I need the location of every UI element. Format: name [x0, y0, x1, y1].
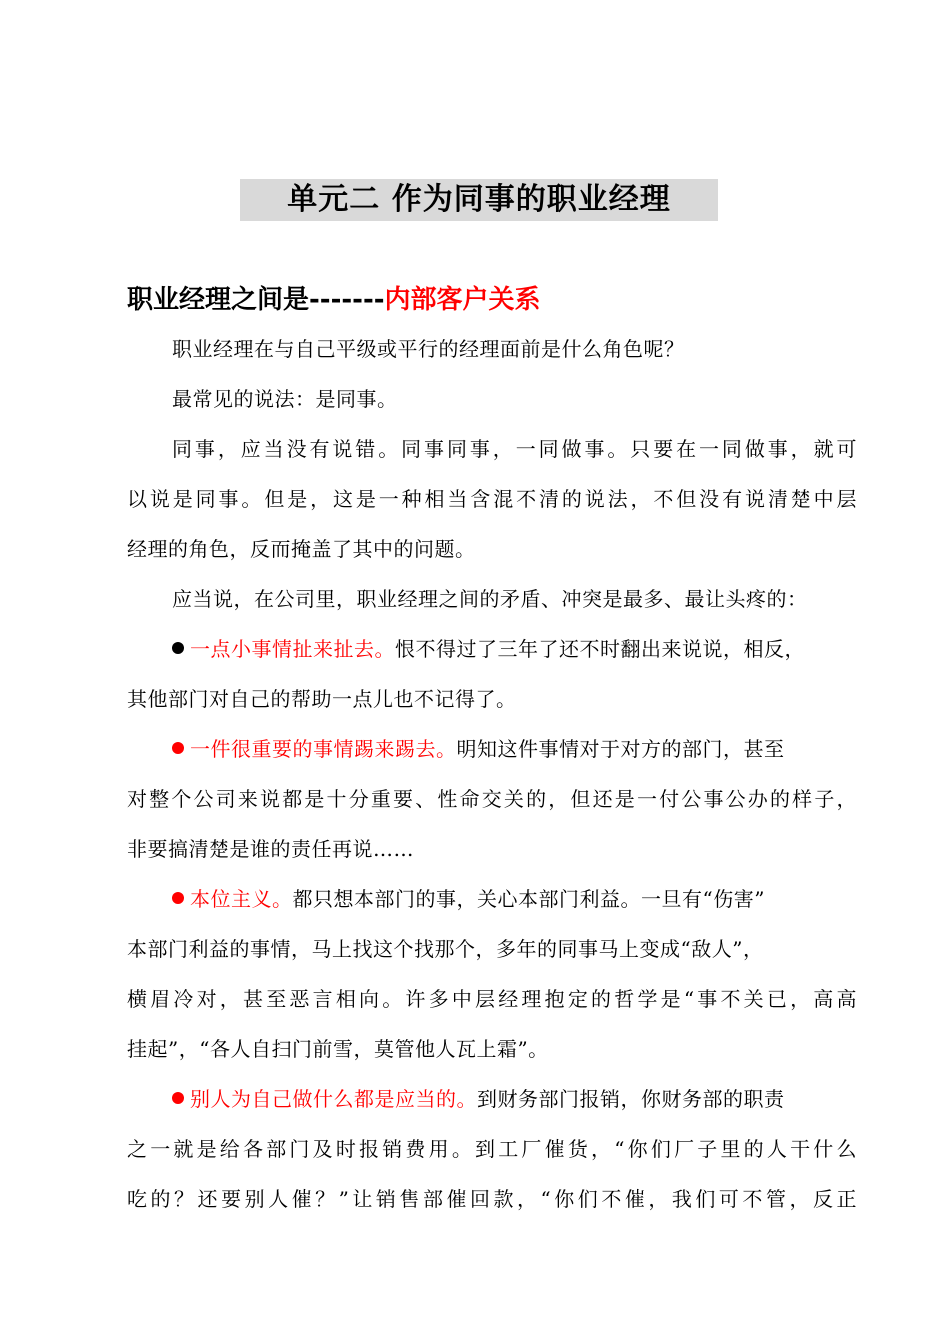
- bullet-item: [172, 634, 857, 664]
- section-heading: [127, 280, 541, 320]
- section-heading-prefix: 职业经理之间是-------: [127, 285, 385, 315]
- bullet-highlight: 别人为自己做什么都是应当的。: [190, 1087, 477, 1111]
- paragraph-line: 横眉冷对，甚至恶言相向。许多中层经理抱定的哲学是“事不关已，高高: [127, 987, 857, 1011]
- paragraph-line: 经理的角色，反而掩盖了其中的问题。: [127, 537, 476, 561]
- paragraph-line: 职业经理在与自己平级或平行的经理面前是什么角色呢？: [172, 337, 685, 361]
- bullet-highlight: 一点小事情扯来扯去。: [190, 637, 395, 661]
- paragraph-line: 非要搞清楚是谁的责任再说……: [127, 837, 414, 861]
- bullet-text: 恨不得过了三年了还不时翻出来说说，相反，: [395, 637, 805, 661]
- bullet-text: 到财务部门报销，你财务部的职责: [477, 1087, 785, 1111]
- bullet-item: [172, 884, 857, 914]
- paragraph-line: 最常见的说法：是同事。: [172, 387, 398, 411]
- unit-title: 单元二 作为同事的职业经理: [240, 179, 718, 221]
- paragraph-line: 本部门利益的事情，马上找这个找那个，多年的同事马上变成“敌人”，: [127, 937, 764, 961]
- bullet-dot-icon: [172, 642, 184, 654]
- paragraph-line: 同事，应当没有说错。同事同事，一同做事。只要在一同做事，就可: [172, 437, 857, 461]
- paragraph-line: 其他部门对自己的帮助一点儿也不记得了。: [127, 687, 517, 711]
- section-heading-highlight: 内部客户关系: [384, 285, 541, 315]
- bullet-dot-icon: [172, 892, 184, 904]
- bullet-item: [172, 1084, 857, 1114]
- paragraph-line: 对整个公司来说都是十分重要、性命交关的，但还是一付公事公办的样子，: [127, 787, 857, 811]
- paragraph-line: 以说是同事。但是，这是一种相当含混不清的说法，不但没有说清楚中层: [127, 487, 857, 511]
- paragraph-line: 之一就是给各部门及时报销费用。到工厂催货，“你们厂子里的人干什么: [127, 1137, 857, 1161]
- paragraph-line: 挂起”，“各人自扫门前雪，莫管他人瓦上霜”。: [127, 1037, 549, 1061]
- paragraph-line: 应当说，在公司里，职业经理之间的矛盾、冲突是最多、最让头疼的：: [172, 587, 808, 611]
- bullet-highlight: 本位主义。: [190, 887, 293, 911]
- bullet-text: 明知这件事情对于对方的部门，甚至: [456, 737, 785, 761]
- bullet-dot-icon: [172, 1092, 184, 1104]
- bullet-highlight: 一件很重要的事情踢来踢去。: [190, 737, 457, 761]
- bullet-dot-icon: [172, 742, 184, 754]
- bullet-item: [172, 734, 857, 764]
- paragraph-line: 吃的？还要别人催？”让销售部催回款，“你们不催，我们可不管，反正: [127, 1187, 857, 1211]
- bullet-text: 都只想本部门的事，关心本部门利益。一旦有“伤害”: [292, 887, 765, 911]
